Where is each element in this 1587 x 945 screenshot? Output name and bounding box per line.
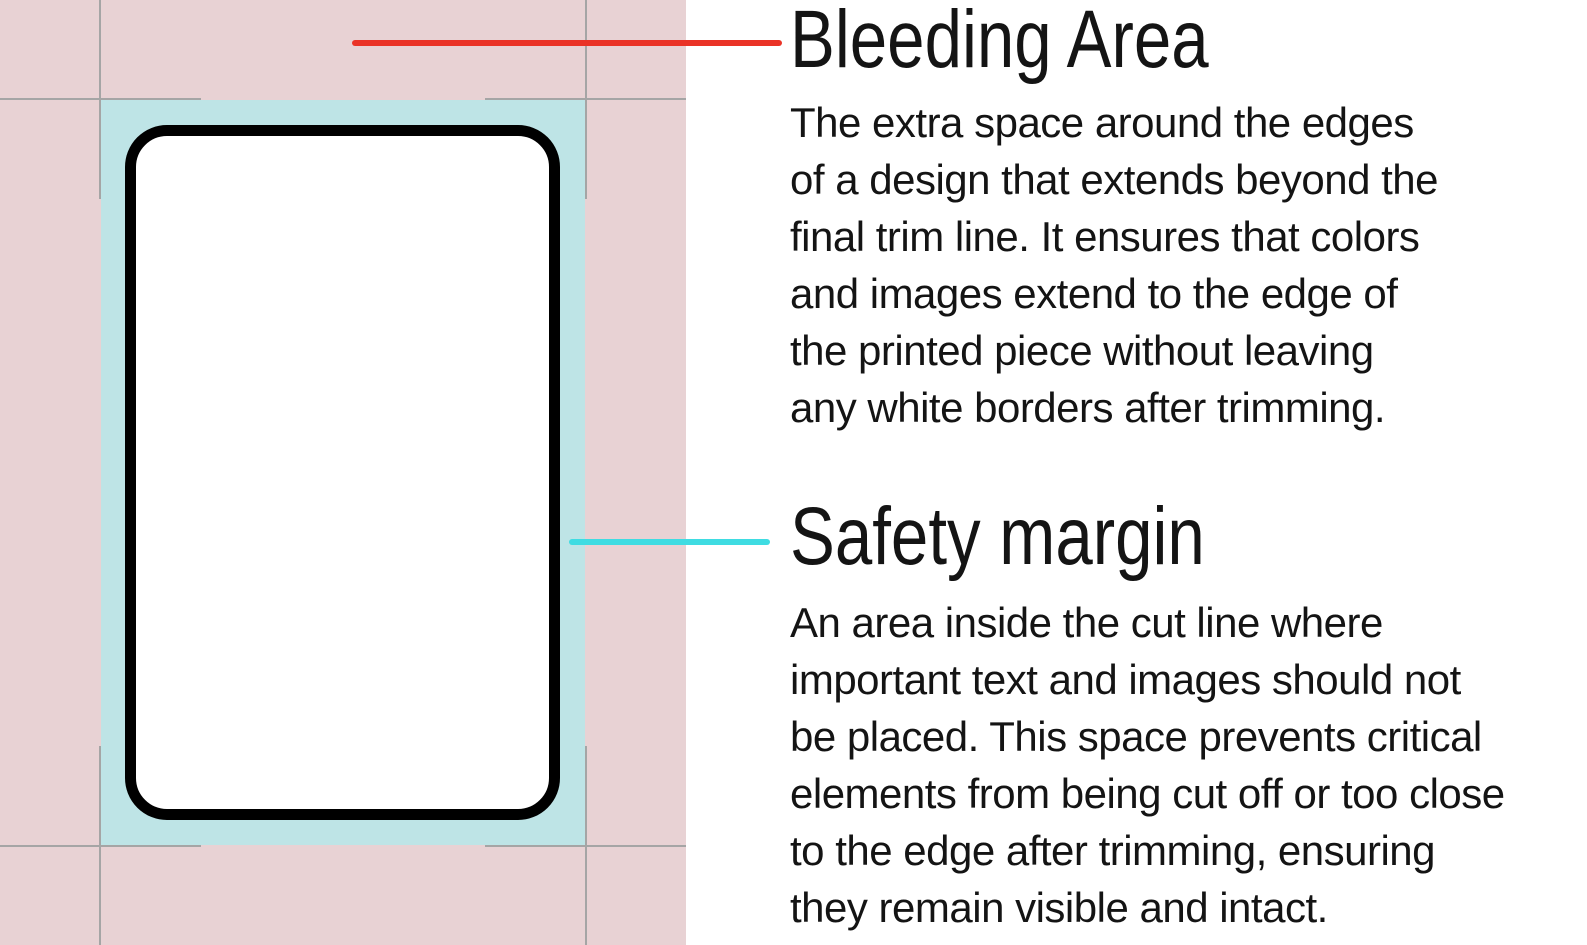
safety-connector-line <box>569 539 770 545</box>
trim-mark-bottom-left <box>0 845 201 847</box>
text-line: final trim line. It ensures that colors <box>790 213 1420 260</box>
safety-margin-heading: Safety margin <box>790 491 1205 582</box>
text-line: and images extend to the edge of <box>790 270 1398 317</box>
text-line: be placed. This space prevents critical <box>790 713 1482 760</box>
text-line: important text and images should not <box>790 656 1461 703</box>
trim-mark-top-right <box>485 98 686 100</box>
text-line: The extra space around the edges <box>790 99 1414 146</box>
trim-mark-bottom-right <box>485 845 686 847</box>
cut-line-card <box>125 125 560 820</box>
safety-margin-description <box>790 594 1505 936</box>
text-line: they remain visible and intact. <box>790 884 1328 931</box>
bleeding-area-description <box>790 94 1438 436</box>
text-line: An area inside the cut line where <box>790 599 1383 646</box>
bleeding-area-heading: Bleeding Area <box>790 0 1209 85</box>
bleed-connector-line <box>352 40 782 46</box>
trim-mark-top-left <box>0 98 201 100</box>
text-line: elements from being cut off or too close <box>790 770 1505 817</box>
text-line: of a design that extends beyond the <box>790 156 1438 203</box>
text-line: the printed piece without leaving <box>790 327 1374 374</box>
text-line: to the edge after trimming, ensuring <box>790 827 1436 874</box>
text-line: any white borders after trimming. <box>790 384 1386 431</box>
